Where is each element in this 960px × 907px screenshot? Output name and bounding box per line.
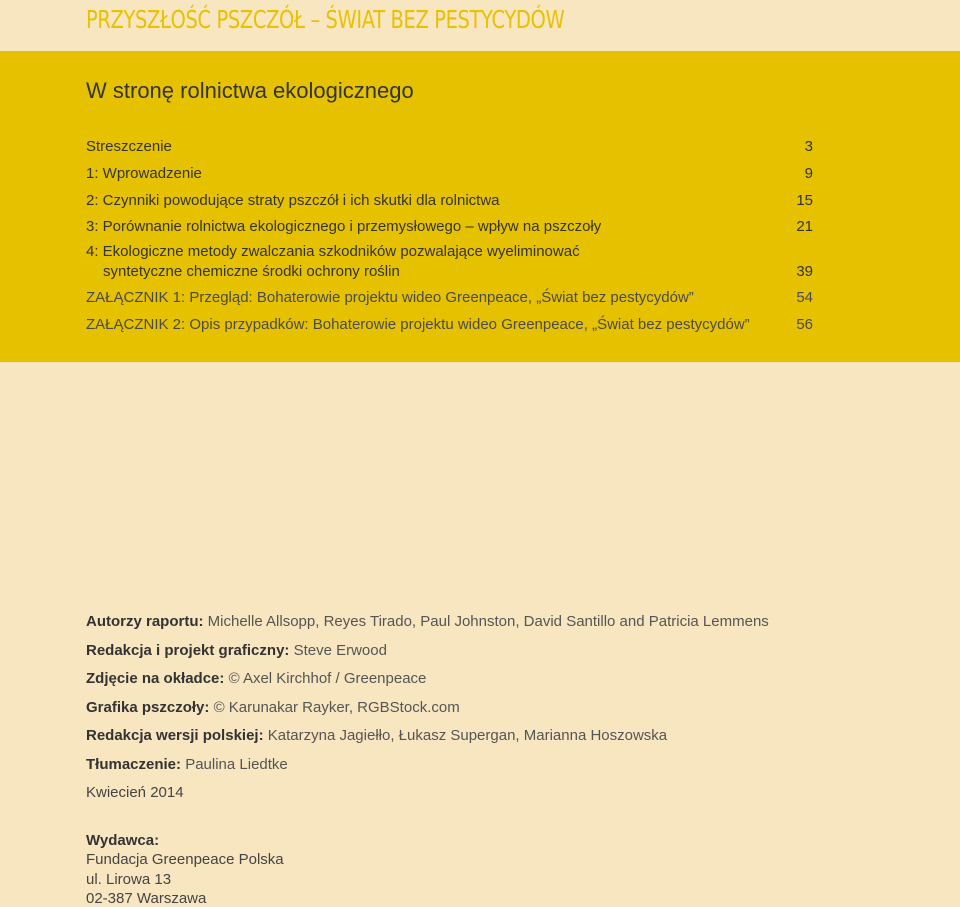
toc-label: Streszczenie	[86, 138, 172, 155]
toc-label: 3: Porównanie rolnictwa ekologicznego i przemysłowego – wpływ na pszczoły	[86, 218, 602, 235]
credit-cover-photo	[86, 670, 426, 687]
toc-label-continuation: syntetyczne chemiczne środki ochrony roślin	[103, 263, 400, 280]
credit-key: Grafika pszczoły:	[86, 699, 210, 716]
credit-key: Redakcja i projekt graficzny:	[86, 642, 290, 659]
publisher-name: Fundacja Greenpeace Polska	[86, 851, 284, 868]
toc-page-number: 56	[796, 316, 813, 333]
toc-page-number: 15	[796, 192, 813, 209]
toc-page-number: 3	[804, 138, 813, 155]
credit-key: Autorzy raportu:	[86, 613, 204, 630]
publisher-city: 02-387 Warszawa	[86, 890, 207, 907]
credit-bee-graphic	[86, 699, 460, 716]
publisher-key	[86, 832, 159, 849]
credit-key: Redakcja wersji polskiej:	[86, 727, 264, 744]
publisher-street: ul. Lirowa 13	[86, 871, 172, 888]
toc-page-number: 21	[796, 218, 813, 235]
credit-value: Michelle Allsopp, Reyes Tirado, Paul Johnston, David Santillo and Patricia Lemmens	[207, 613, 769, 630]
toc-heading: W stronę rolnictwa ekologicznego	[86, 78, 414, 103]
toc-label: ZAŁĄCZNIK 1: Przegląd: Bohaterowie projektu wideo Greenpeace, „Świat bez pestycydów”	[86, 289, 694, 306]
credit-value: © Axel Kirchhof / Greenpeace	[228, 670, 427, 687]
credit-polish-edit	[86, 727, 667, 744]
toc-page-number: 9	[804, 165, 813, 182]
credit-authors	[86, 613, 769, 630]
toc-page-number: 39	[796, 263, 813, 280]
credit-value: Katarzyna Jagiełło, Łukasz Supergan, Marianna Hoszowska	[267, 727, 668, 744]
credit-key: Wydawca:	[86, 832, 160, 849]
credit-value: Steve Erwood	[293, 642, 387, 659]
credit-key: Zdjęcie na okładce:	[86, 670, 225, 687]
credit-key: Tłumaczenie:	[86, 756, 182, 773]
credit-value: Paulina Liedtke	[185, 756, 288, 773]
toc-row-chapter-4[interactable]	[86, 243, 813, 283]
document-header-title: PRZYSZŁOŚĆ PSZCZÓŁ – ŚWIAT BEZ PESTYCYDÓW	[86, 5, 565, 34]
toc-label: ZAŁĄCZNIK 2: Opis przypadków: Bohaterowie projektu wideo Greenpeace, „Świat bez pestycydów”	[86, 316, 750, 333]
publication-date: Kwiecień 2014	[86, 784, 184, 801]
credit-translation	[86, 756, 288, 773]
toc-page-number: 54	[796, 289, 813, 306]
toc-label: 2: Czynniki powodujące straty pszczół i ich skutki dla rolnictwa	[86, 192, 500, 209]
credit-value: © Karunakar Rayker, RGBStock.com	[213, 699, 460, 716]
toc-label: 4: Ekologiczne metody zwalczania szkodników pozwalające wyeliminować	[86, 243, 580, 260]
toc-label: 1: Wprowadzenie	[86, 165, 202, 182]
credit-editing	[86, 642, 387, 659]
